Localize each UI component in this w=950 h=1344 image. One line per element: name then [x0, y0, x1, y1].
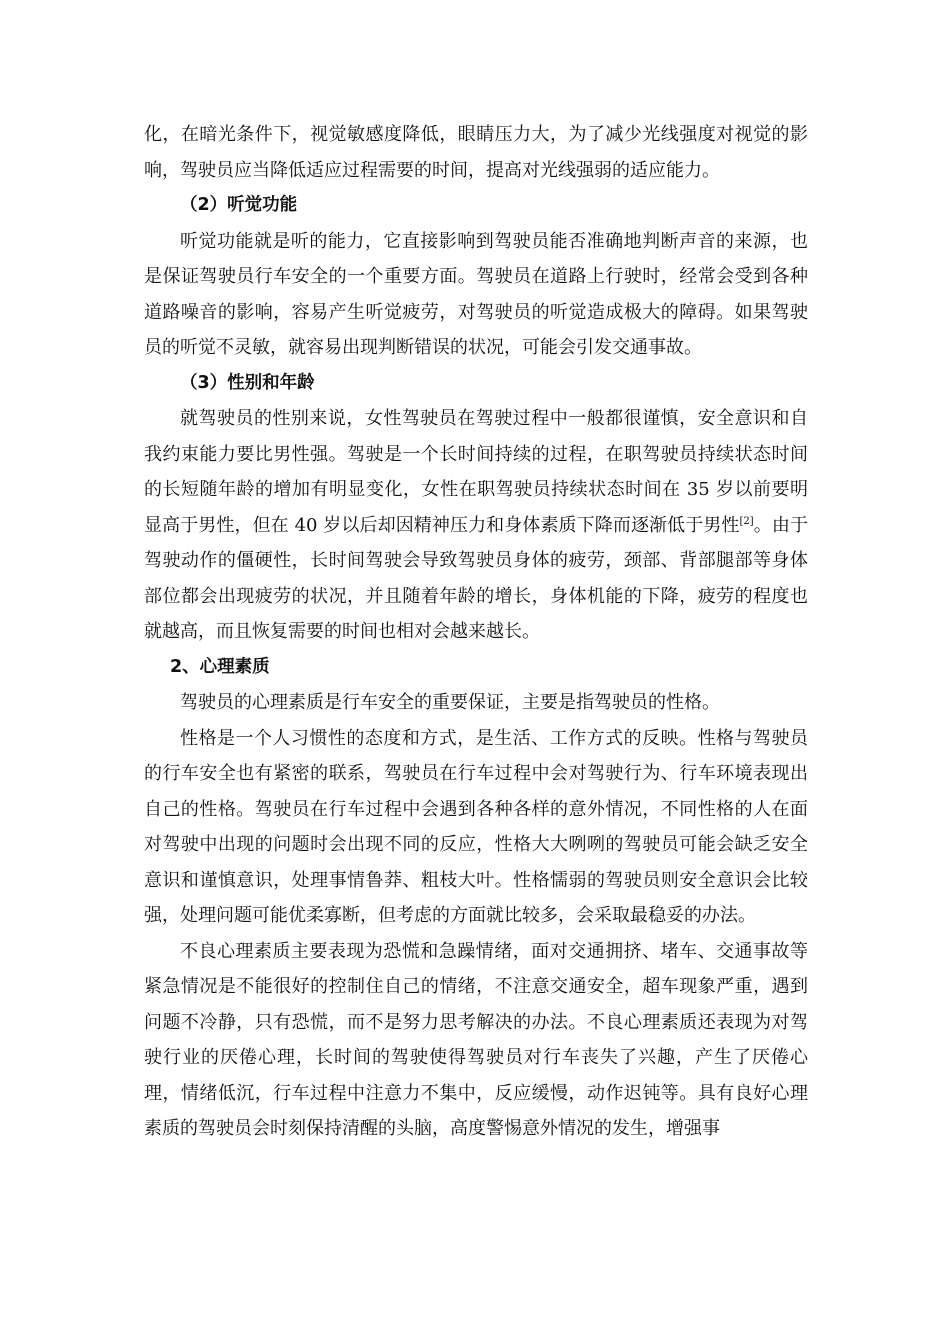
paragraph-gender-age-part2: 。由于驾驶动作的僵硬性，长时间驾驶会导致驾驶员身体的疲劳，颈部、背部腿部等身体部位都会出现疲劳的状况，并且随着年龄的增长，身体机能的下降，疲劳的程度也就越高，而且恢复需要的时间也相对会越来越长。	[144, 514, 808, 642]
section-heading-hearing: （2）听觉功能	[180, 195, 298, 215]
section-heading-psychology: 2、心理素质	[170, 656, 270, 677]
section-heading-gender-age: （3）性别和年龄	[180, 372, 315, 393]
paragraph-psychology-2: 性格是一个人习惯性的态度和方式，是生活、工作方式的反映。性格与驾驶员的行车安全也有紧密的联系，驾驶员在行车过程中会对驾驶行为、行车环境表现出自己的性格。驾驶员在行车过程中会遇到各种各样的意外情况，不同性格的人在面对驾驶中出现的问题时会出现不同的反应，性格大大咧咧的驾驶员可能会缺乏安全意识和谨慎意识，处理事情鲁莽、粗枝大叶。性格懦弱的驾驶员则安全意识会比较强，处理问题可能优柔寡断，但考虑的方面就比较多，会采取最稳妥的办法。	[144, 727, 808, 926]
paragraph-psychology-3: 不良心理素质主要表现为恐慌和急躁情绪，面对交通拥挤、堵车、交通事故等紧急情况是不能很好的控制住自己的情绪，不注意交通安全，超车现象严重，遇到问题不冷静，只有恐慌，而不是努力思考解决的办法。不良心理素质还表现为对驾驶行业的厌倦心理，长时间的驾驶使得驾驶员对行车丧失了兴趣，产生了厌倦心理，情绪低沉，行车过程中注意力不集中，反应缓慢，动作迟钝等。具有良好心理素质的驾驶员会时刻保持清醒的头脑，高度警惕意外情况的发生，增强事	[144, 940, 808, 1139]
paragraph-gender-age-part1: 就驾驶员的性别来说，女性驾驶员在驾驶过程中一般都很谨慎，安全意识和自我约束能力要比男性强。驾驶是一个长时间持续的过程，在职驾驶员持续状态时间的长短随年龄的增加有明显变化，女性在职驾驶员持续状态时间在 35 岁以前要明显高于男性，但在 40 岁以后却因精神压力和身体素质下降而逐渐低于男性	[144, 408, 808, 536]
paragraph-psychology-1: 驾驶员的心理素质是行车安全的重要保证，主要是指驾驶员的性格。	[180, 692, 720, 713]
paragraph-continued: 化，在暗光条件下，视觉敏感度降低，眼睛压力大，为了减少光线强度对视觉的影响，驾驶员应当降低适应过程需要的时间，提高对光线强弱的适应能力。	[144, 124, 808, 181]
document-page	[144, 117, 808, 1147]
paragraph-gender-age	[144, 401, 808, 650]
paragraph-hearing: 听觉功能就是听的能力，它直接影响到驾驶员能否准确地判断声音的来源，也是保证驾驶员行车安全的一个重要方面。驾驶员在道路上行驶时，经常会受到各种道路噪音的影响，容易产生听觉疲劳，对驾驶员的听觉造成极大的障碍。如果驾驶员的听觉不灵敏，就容易出现判断错误的状况，可能会引发交通事故。	[144, 230, 808, 358]
citation-ref: [2]	[739, 515, 754, 527]
